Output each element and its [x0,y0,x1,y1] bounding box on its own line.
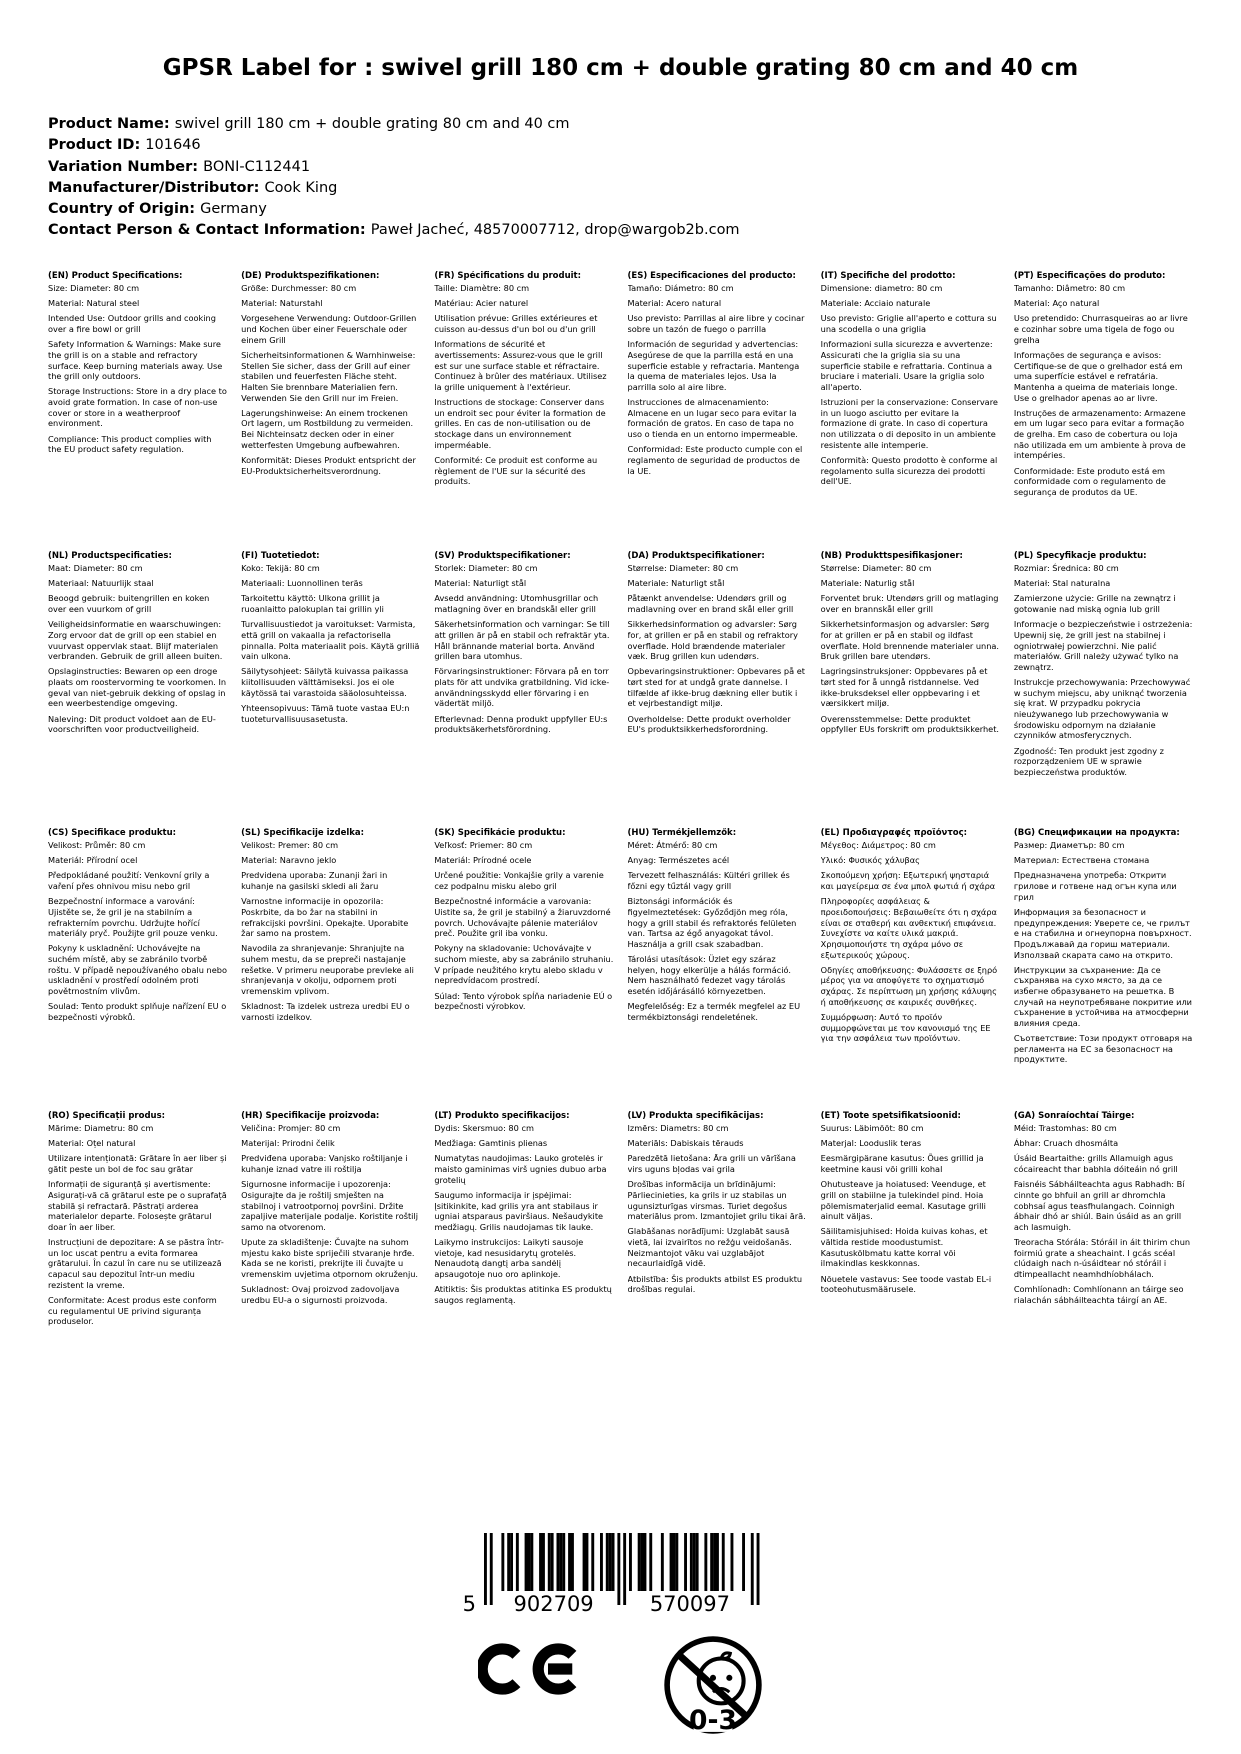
spec-paragraph: Navodila za shranjevanje: Shranjujte na suhem mestu, da se prepreči nastajanje rešetke. V primeru neuporabe prevleke ali shranjevanja v okolju, odpornem proti vremenskim vplivom. [241,943,414,997]
spec-paragraph: Koko: Tekijä: 80 cm [241,563,320,574]
language-block-it [821,271,1000,551]
age-warning-label: 0-3 [688,1704,737,1736]
spec-paragraph: Pokyny k uskladnění: Uchovávejte na suchém místě, aby se zabránilo tvorbě roštu. V případě nepoužívaného obalu nebo uskladnění v prostředí odolném proti povětrnostním vlivům. [48,943,227,997]
language-block-sv [434,551,613,828]
spec-paragraph: Materiaal: Natuurlijk staal [48,578,154,589]
compliance-marks [478,1633,764,1737]
spec-paragraph: Υλικό: Φυσικός χάλυβας [820,855,920,866]
spec-paragraph: Material: Oțel natural [48,1138,136,1149]
spec-paragraph: Informații de siguranță și avertismente: Asigurați-vă că grătarul este pe o suprafață stabilă și refractară. Păstrați arderea materialelor departe. Folosește grătarul doar în aer liber. [48,1179,227,1232]
spec-paragraph: Veličina: Promjer: 80 cm [241,1123,341,1134]
language-block-el [821,828,1000,1111]
spec-paragraph: Atitiktis: Šis produktas atitinka ES produktų saugos reglamentą. [434,1284,612,1305]
spec-paragraph: Tervezett felhasználás: Kültéri grillek és főzni egy tűztál vagy grill [627,870,790,892]
spec-paragraph: Información de seguridad y advertencias: Asegúrese de que la parrilla está en una superficie estable y refractaria. Mantenga la quema de materiales lejos. Usa la parrilla solo al aire libre. [627,339,800,392]
spec-paragraph: Storage Instructions: Store in a dry place to avoid grate formation. In case of non-use cover or store in a weatherproof environment. [48,386,227,429]
spec-paragraph: Материал: Естествена стомана [1013,855,1150,866]
barcode-digit-group: 570097 [649,1592,730,1617]
info-value: 101646 [145,137,201,154]
spec-paragraph: Utilisation prévue: Grilles extérieures et cuisson au-dessus d'un bol ou d'un grill [434,313,598,335]
language-block-heading: (DA) Produktspecifikationer: [627,551,765,562]
language-block-heading: (EL) Προδιαγραφές προϊόντος: [820,828,968,839]
spec-paragraph: Matériau: Acier naturel [434,298,529,309]
spec-paragraph: Instrukcje przechowywania: Przechowywać w suchym miejscu, aby uniknąć tworzenia się krat. W przypadku pokrycia nieużywanego lub przechowywania w środowisku odpornym na działanie czynników atmosferycznych. [1013,677,1191,741]
info-label: Product ID: [48,137,146,154]
language-block-heading: (FI) Tuotetiedot: [241,551,320,562]
language-block-es [628,271,807,551]
spec-paragraph: Istruzioni per la conservazione: Conservare in un luogo asciutto per evitare la formazione di grate. In caso di copertura non utilizzata o di deposito in un ambiente resistente alle intemperie. [820,397,998,450]
language-block-hr [241,1111,420,1411]
spec-paragraph: Intended Use: Outdoor grills and cooking over a fire bowl or grill [48,313,216,335]
spec-paragraph: Material: Naturligt stål [434,578,527,589]
info-value: swivel grill 180 cm + double grating 80 cm and 40 cm [174,116,570,133]
language-block-sl [241,828,420,1111]
spec-paragraph: Uso pretendido: Churrasqueiras ao ar livre e cozinhar sobre uma tigela de fogo ou grelha [1013,313,1188,345]
spec-paragraph: Materiale: Acciaio naturale [820,298,931,309]
spec-paragraph: Biztonsági információk és figyelmeztetések: Győződjön meg róla, hogy a grill stabil és refraktorés felületen van. Tartsa az égő anyagokat távol. Használja a grill csak szabadban. [627,896,797,949]
spec-paragraph: Safety Information & Warnings: Make sure the grill is on a stable and refractory surface. Keep burning materials away. Use the grill only outdoors. [48,339,223,382]
spec-paragraph: Materiāls: Dabiskais tērauds [627,1138,744,1149]
language-block-heading: (PT) Especificações do produto: [1013,271,1166,282]
product-info-row [48,157,1193,178]
spec-paragraph: Utilizare intenționată: Grătare în aer liber și gătit peste un bol de foc sau grătar [48,1153,227,1175]
product-info-row [48,220,1193,241]
spec-paragraph: Size: Diameter: 80 cm [48,283,140,294]
spec-paragraph: Инструкции за съхранение: Да се съхранява на сухо място, за да се избегне образуването на решетка. В случай на неупотребяване покритие или съхранение в устойчива на атмосферни влияния среда. [1013,964,1193,1029]
language-block-heading: (PL) Specyfikacje produktu: [1013,551,1147,562]
language-block-hu [628,828,807,1111]
spec-paragraph: Súlad: Tento výrobok spĺňa nariadenie EÚ o bezpečnosti výrobkov. [434,990,613,1012]
spec-paragraph: Medžiaga: Gamtinis plienas [434,1138,548,1149]
language-block-ga [1014,1111,1193,1411]
spec-paragraph: Atbilstība: Šis produkts atbilst ES produktu drošības regulai. [627,1273,803,1295]
spec-paragraph: Materiale: Naturligt stål [627,578,725,589]
language-block-heading: (GA) Sonraíochtaí Táirge: [1013,1111,1135,1122]
spec-paragraph: Material: Naravno jeklo [241,855,337,866]
info-label: Manufacturer/Distributor: [48,179,265,196]
language-block-sk [434,828,613,1111]
spec-paragraph: Méret: Átmérő: 80 cm [627,840,718,851]
spec-paragraph: Lagerungshinweise: An einem trockenen Ort lagern, um Rostbildung zu vermeiden. Bei Nichteinsatz decken oder in einer wetterfesten Umgebung aufbewahren. [241,407,414,450]
spec-paragraph: Instructions de stockage: Conserver dans un endroit sec pour éviter la formation de grilles. En cas de non-utilisation ou de stockage dans un environnement imperméable. [434,397,606,450]
spec-paragraph: Maat: Diameter: 80 cm [48,563,143,574]
spec-paragraph: Úsáid Beartaithe: grills Allamuigh agus cócaireacht thar babhla dóiteáin nó grill [1013,1153,1178,1175]
spec-paragraph: Säilytysohjeet: Säilytä kuivassa paikassa kiitollisuuden välttämiseksi. Jos ei ole käytössä tai varastoida sääolosuhteissa. [241,666,409,698]
language-block-fi [241,551,420,828]
spec-paragraph: Conformitate: Acest produs este conform cu regulamentul UE privind siguranța produselor. [48,1294,217,1327]
language-block-nb [821,551,1000,828]
spec-paragraph: Предназначена употреба: Открити грилове и готвене над огън купа или грил [1013,870,1177,902]
spec-paragraph: Informacje o bezpieczeństwie i ostrzeżenia: Upewnij się, że grill jest na stabilnej i ogniotrwałej powierzchni. Nie palić materiałów. Grill należy używać tylko na zewnątrz. [1013,619,1193,672]
spec-paragraph: Méid: Trastomhas: 80 cm [1013,1123,1117,1134]
spec-paragraph: Soulad: Tento produkt splňuje nařízení EU o bezpečnosti výrobků. [48,1001,227,1022]
language-specs-grid [48,271,1193,1411]
spec-paragraph: Zgodność: Ten produkt jest zgodny z rozporządzeniem UE w sprawie bezpieczeństwa produktów. [1013,745,1164,777]
spec-paragraph: Mărime: Diametru: 80 cm [48,1123,154,1134]
product-info-row [48,114,1193,135]
language-block-nl [48,551,227,828]
spec-paragraph: Určené použitie: Vonkajšie grily a varenie cez podpalnu misku alebo gril [434,870,604,892]
spec-paragraph: Treoracha Stórála: Stóráil in áit thirim chun foirmiú grate a sheachaint. I gcás scéal clúdaigh nach n-úsáidtear nó stóráil i dtimpeallacht neamhdhíobhálach. [1013,1237,1191,1280]
spec-paragraph: Material: Acero natural [627,298,722,309]
spec-paragraph: Overholdelse: Dette produkt overholder EU's produktsikkerhedsforordning. [627,713,791,735]
spec-paragraph: Veiligheidsinformatie en waarschuwingen: Zorg ervoor dat de grill op een stabiel en vuurvast oppervlak staat. Blijf materialen verbranden. Gebruik de grill alleen buiten. [48,619,223,662]
spec-paragraph: Veľkosť: Priemer: 80 cm [434,840,533,851]
spec-paragraph: Materiál: Prírodné ocele [434,855,532,866]
language-block-heading: (DE) Produktspezifikationen: [241,271,380,282]
language-block-pl [1014,551,1193,828]
spec-paragraph: Bezpečnostní informace a varování: Ujistěte se, že gril je na stabilním a refrakterním povrchu. Udržujte hořící materiály pryč. Použijte gril pouze venku. [48,896,218,939]
product-info-row [48,135,1193,156]
spec-paragraph: Comhlíonadh: Comhlíonann an táirge seo rialachán sábháilteachta táirgí an AE. [1013,1284,1184,1305]
spec-paragraph: Sikkerhedsinformation og advarsler: Sørg for, at grillen er på en stabil og refraktory overflade. Hold brændende materialer væk. Brug grillen kun udendørs. [627,619,798,662]
language-block-heading: (ES) Especificaciones del producto: [627,271,796,282]
spec-paragraph: Instrucțiuni de depozitare: A se păstra într-un loc uscat pentru a evita formarea grătarului. În cazul în care nu se utilizează capacul sau depozitul într-un mediu rezistent la vreme. [48,1237,224,1290]
language-block-ro [48,1111,227,1411]
spec-paragraph: Tarkoitettu käyttö: Ulkona grillit ja ruoanlaitto palokuplan tai grillin yli [241,593,384,615]
spec-paragraph: Lagringsinstruksjoner: Oppbevares på et tørt sted for å unngå ristdannelse. Ved ikke-bruksdeksel eller oppbevaring i et værsikkert miljø. [820,666,988,709]
language-block-heading: (SL) Specifikacije izdelka: [241,828,365,839]
language-block-heading: (SV) Produktspecifikationer: [434,551,571,562]
spec-paragraph: Συμμόρφωση: Αυτό το προϊόν συμμορφώνεται με τον κανονισμό της ΕΕ για την ασφάλεια των προϊόντων. [820,1011,991,1044]
spec-paragraph: Ábhar: Cruach dhosmálta [1013,1138,1119,1149]
spec-paragraph: Storlek: Diameter: 80 cm [434,563,538,574]
language-block-de [241,271,420,551]
info-label: Contact Person & Contact Information: [48,221,371,238]
spec-paragraph: Overensstemmelse: Dette produktet oppfyller EUs forskrift om produktsikkerhet. [820,713,1000,735]
spec-paragraph: Paredzētā lietošana: Āra grili un vārīšana virs uguns bļodas vai grila [627,1153,796,1175]
spec-paragraph: Säkerhetsinformation och varningar: Se till att grillen är på en stabil och refraktär yta. Håll brännande material borta. Använd grillen bara utomhus. [434,619,610,662]
product-info-row [48,199,1193,220]
language-block-et [821,1111,1000,1411]
spec-paragraph: Glabāšanas norādījumi: Uzglabāt sausā vietā, lai izvairītos no režģu veidošanās. Neizmantojot vāku vai uzglabājot necaurlaidīgā vidē. [627,1226,792,1269]
language-block-cs [48,828,227,1111]
spec-paragraph: Opbevaringsinstruktioner: Opbevares på et tørt sted for at undgå grate dannelse. I tilfælde af ikke-brug dækning eller butik i et vejrbestandigt miljø. [627,666,805,709]
spec-paragraph: Förvaringsinstruktioner: Förvara på en torr plats för att undvika gratbildning. Vid icke-användningsskydd eller förvaring i en vädertät miljö. [434,666,610,709]
spec-paragraph: Avsedd användning: Utomhusgrillar och matlagning över en brandskål eller grill [434,593,599,615]
spec-paragraph: Suurus: Läbimõõt: 80 cm [820,1123,924,1134]
spec-paragraph: Taille: Diamètre: 80 cm [434,283,530,294]
spec-paragraph: Materiaali: Luonnollinen teräs [241,578,363,589]
spec-paragraph: Materjal: Looduslik teras [820,1138,922,1149]
product-info-row [48,178,1193,199]
spec-paragraph: Ohutusteave ja hoiatused: Veenduge, et grill on stabiilne ja tulekindel pind. Hoia põlemismaterjalid eemal. Kasutage grilli ainult väljas. [820,1179,986,1222]
spec-paragraph: Konformität: Dieses Produkt entspricht der EU-Produktsicherheitsverordnung. [241,454,416,476]
ce-mark-icon [478,1633,590,1705]
spec-paragraph: Efterlevnad: Denna produkt uppfyller EU:s produktsäkerhetsförordning. [434,713,608,735]
spec-paragraph: Påtænkt anvendelse: Udendørs grill og madlavning over en brand skål eller grill [627,593,794,615]
spec-paragraph: Tamaño: Diámetro: 80 cm [627,283,734,294]
spec-paragraph: Material: Natural steel [48,298,140,309]
spec-paragraph: Material: Aço natural [1013,298,1100,309]
spec-paragraph: Säilitamisjuhised: Hoida kuivas kohas, et vältida restide moodustumist. Kasutuskõlbmatu katte korral või ilmakindlas keskkonnas. [820,1226,988,1269]
age-warning-0-3-icon [662,1633,764,1737]
language-block-da [628,551,807,828]
spec-paragraph: Izmērs: Diametrs: 80 cm [627,1123,729,1134]
spec-paragraph: Sigurnosne informacije i upozorenja: Osigurajte da je roštilj smješten na stabilnoj i vatrootpornoj površini. Držite zapaljive materijale podalje. Koristite roštilj samo na otvorenom. [241,1179,419,1232]
info-label: Product Name: [48,116,175,133]
language-block-heading: (EN) Product Specifications: [48,271,183,282]
spec-paragraph: Størrelse: Diameter: 80 cm [820,563,932,574]
spec-paragraph: Předpokládané použití: Venkovní grily a vaření přes ohnivou misu nebo gril [48,870,210,892]
spec-paragraph: Tárolási utasítások: Üzlet egy száraz helyen, hogy elkerülje a hálás formáció. Nem használható fedezet vagy tárolás esetén időjárásálló környezetben. [627,954,792,997]
spec-paragraph: Conformidade: Este produto está em conformidade com o regulamento de segurança de produtos da UE. [1013,465,1166,497]
spec-paragraph: Eesmärgipärane kasutus: Õues grillid ja keetmine kausi või grilli kohal [820,1153,984,1175]
language-block-heading: (LV) Produkta specifikācijas: [627,1111,764,1122]
info-value: BONI-C112441 [203,158,311,175]
spec-paragraph: Съответствие: Този продукт отговаря на регламента на ЕС за безопасност на продуктите. [1013,1033,1193,1065]
barcode-bars [460,1533,782,1619]
language-block-heading: (CS) Specifikace produktu: [48,828,177,839]
spec-paragraph: Sukladnost: Ovaj proizvod zadovoljava uredbu EU-a o sigurnosti proizvoda. [241,1284,400,1305]
page-title: GPSR Label for : swivel grill 180 cm + double grating 80 cm and 40 cm [162,55,1079,81]
language-block-heading: (ET) Toote spetsifikatsioonid: [820,1111,961,1122]
spec-paragraph: Sikkerhetsinformasjon og advarsler: Sørg for at grillen er på en stabil og ildfast overflate. Hold brennende materialer unna. Bruk grillen bare utendørs. [820,619,1000,662]
spec-paragraph: Pokyny na skladovanie: Uchovávajte v suchom mieste, aby sa zabránilo struhaniu. V prípade neužitého krytu alebo skladu v nepredvídacom prostredí. [434,943,614,986]
spec-paragraph: Οδηγίες αποθήκευσης: Φυλάσσετε σε ξηρό μέρος για να αποφύγετε το σχηματισμό σχάρας. Σε περίπτωση μη χρήσης κάλυψης ή αποθήκευσης σε καιρικές συνθήκες. [820,964,998,1007]
spec-paragraph: Informações de segurança e avisos: Certifique-se de que o grelhador está em uma superfície estável e refratária. Mantenha a queima de materiais longe. Use o grelhador apenas ao ar livre. [1013,349,1183,403]
spec-paragraph: Materiál: Přírodní ocel [48,855,138,866]
spec-paragraph: Nõuetele vastavus: See toode vastab EL-i tooteohutusmäärusele. [820,1273,992,1295]
spec-paragraph: Materiale: Naturlig stål [820,578,915,589]
spec-paragraph: Compliance: This product complies with the EU product safety regulation. [48,433,212,455]
spec-paragraph: Predvidena uporaba: Zunanji žari in kuhanje na gasilski skledi ali žaru [241,870,388,892]
language-block-pt [1014,271,1193,551]
spec-paragraph: Materiał: Stal naturalna [1013,578,1111,589]
spec-paragraph: Conformità: Questo prodotto è conforme al regolamento sulla sicurezza dei prodotti dell'UE. [820,454,998,487]
spec-paragraph: Informations de sécurité et avertissements: Assurez-vous que le grill est sur une surface stable et réfractaire. Continuez à brûler des matériaux. Utilisez la grille uniquement à l'extérieur. [434,339,607,392]
language-block-en [48,271,227,551]
language-block-heading: (HR) Specifikacije proizvoda: [241,1111,380,1122]
footer [0,1533,1241,1737]
spec-paragraph: Dimensione: diametro: 80 cm [820,283,943,294]
info-value: Cook King [264,179,338,196]
spec-paragraph: Predviđena uporaba: Vanjsko roštiljanje i kuhanje iznad vatre ili roštilja [241,1153,408,1175]
spec-paragraph: Размер: Диаметър: 80 cm [1013,840,1125,851]
language-block-lv [628,1111,807,1411]
spec-paragraph: Yhteensopivuus: Tämä tuote vastaa EU:n tuoteturvallisuusasetusta. [241,702,410,724]
spec-paragraph: Velikost: Průměr: 80 cm [48,840,146,851]
language-block-heading: (FR) Spécifications du produit: [434,271,582,282]
spec-paragraph: Dydis: Skersmuo: 80 cm [434,1123,534,1134]
spec-paragraph: Velikost: Premer: 80 cm [241,840,339,851]
spec-paragraph: Opslaginstructies: Bewaren op een droge plaats om roostervorming te voorkomen. In geval van niet-gebruik dekking of opslag in een weerbestendige omgeving. [48,666,227,709]
spec-paragraph: Bezpečnostné informácie a varovania: Uistite sa, že gril je stabilný a žiaruvzdorné povrch. Uchovávajte pálenie materiálov preč. Použite gril iba vonku. [434,896,611,939]
spec-paragraph: Drošības informācija un brīdinājumi: Pārliecinieties, ka grils ir uz stabilas un ugunsizturīgas virsmas. Turiet degošus materiālus prom. Izmantojiet grilu tikai ārā. [627,1179,806,1222]
info-label: Variation Number: [48,158,204,175]
spec-paragraph: Sicherheitsinformationen & Warnhinweise: Stellen Sie sicher, dass der Grill auf einer stabilen und feuerfesten Fläche steht. Halten Sie brennbare Materialien fern. Verwenden Sie den Grill nur im Freien. [241,349,416,403]
barcode [460,1533,782,1623]
spec-paragraph: Μέγεθος: Διάμετρος: 80 cm [820,840,936,851]
spec-paragraph: Uso previsto: Parrillas al aire libre y cocinar sobre un tazón de fuego o parrilla [627,313,805,335]
spec-paragraph: Größe: Durchmesser: 80 cm [241,283,357,294]
spec-paragraph: Tamanho: Diâmetro: 80 cm [1013,283,1126,294]
spec-paragraph: Størrelse: Diameter: 80 cm [627,563,739,574]
spec-paragraph: Informazioni sulla sicurezza e avvertenze: Assicurati che la griglia sia su una superficie stabile e refrattaria. Continua a bruciare i materiali. Usare la griglia solo all'aperto. [820,339,993,392]
language-block-lt [434,1111,613,1411]
spec-paragraph: Beoogd gebruik: buitengrillen en koken over een vuurkom of grill [48,593,210,615]
spec-paragraph: Информация за безопасност и предупреждения: Уверете се, че грилът е на стабилна и огнеупорна повърхност. Продължавай да гориш материали. Използвай скарата само на открито. [1013,906,1192,960]
spec-paragraph: Megfelelőség: Ez a termék megfelel az EU termékbiztonsági rendeletének. [627,1001,801,1022]
spec-paragraph: Skladnost: Ta izdelek ustreza uredbi EU o varnosti izdelkov. [241,1001,410,1022]
spec-paragraph: Rozmiar: Średnica: 80 cm [1013,563,1119,574]
spec-paragraph: Material: Naturstahl [241,298,323,309]
language-block-bg [1014,828,1193,1111]
spec-paragraph: Σκοπούμενη χρήση: Εξωτερική ψησταριά και μαγείρεμα σε ένα μπολ φωτιά ή σχάρα [820,870,996,892]
spec-paragraph: Naleving: Dit product voldoet aan de EU-voorschriften voor productveiligheid. [48,713,216,735]
spec-paragraph: Conformité: Ce produit est conforme au règlement de l'UE sur la sécurité des produits. [434,454,598,487]
barcode-digit-group: 902709 [513,1592,594,1617]
spec-paragraph: Laikymo instrukcijos: Laikyti sausoje vietoje, kad nesusidarytų grotelės. Nenaudotą dangtį arba sandėlį apsaugotoje nuo oro aplinkoje. [434,1237,584,1280]
spec-paragraph: Zamierzone użycie: Grille na zewnątrz i gotowanie nad miską ognia lub grill [1013,593,1176,615]
spec-paragraph: Varnostne informacije in opozorila: Poskrbite, da bo žar na stabilni in refrakcijski površini. Opekajte. Uporabite žar samo na prostem. [241,896,409,939]
spec-paragraph: Instruções de armazenamento: Armazene em um lugar seco para evitar a formação de grelha. Em caso de cobertura ou loja não utilizada em um ambiente à prova de intempéries. [1013,407,1186,461]
spec-paragraph: Πληροφορίες ασφάλειας & προειδοποιήσεις: Βεβαιωθείτε ότι η σχάρα είναι σε σταθερή και ανθεκτική επιφάνεια. Συνεχίστε να καίτε υλικά μακριά. Χρησιμοποιήστε τη σχάρα μόνο σε εξωτερικούς χώρους. [820,896,997,960]
spec-paragraph: Forventet bruk: Utendørs grill og matlaging over en brannskål eller grill [820,593,999,615]
spec-paragraph: Uso previsto: Griglie all'aperto e cottura su una scodella o una griglia [820,313,997,335]
spec-paragraph: Turvallisuustiedot ja varoitukset: Varmista, että grill on vakaalla ja refactorisella pinnalla. Polta materiaalit pois. Käytä grilliä vain ulkona. [241,619,420,662]
language-block-heading: (RO) Specificații produs: [48,1111,166,1122]
spec-paragraph: Materijal: Prirodni čelik [241,1138,335,1149]
language-block-heading: (NL) Productspecificaties: [48,551,172,562]
language-block-heading: (HU) Termékjellemzők: [627,828,737,839]
spec-paragraph: Instrucciones de almacenamiento: Almacene en un lugar seco para evitar la formación de gratos. En caso de tapa no uso o tienda en un entorno impermeable. [627,397,798,440]
language-block-heading: (BG) Спецификации на продукта: [1013,828,1180,839]
language-block-heading: (IT) Specifiche del prodotto: [820,271,956,282]
language-block-heading: (LT) Produkto specifikacijos: [434,1111,570,1122]
info-value: Germany [200,200,267,217]
info-label: Country of Origin: [48,200,201,217]
language-block-heading: (NB) Produkttspesifikasjoner: [820,551,963,562]
spec-paragraph: Saugumo informacija ir įspėjimai: Įsitikinkite, kad grilis yra ant stabilaus ir ugniai atsparaus paviršiaus. Nešaudykite medžiagų. Grilis naudojamas tik lauke. [434,1189,604,1232]
spec-paragraph: Faisnéis Sábháilteachta agus Rabhadh: Bí cinnte go bhfuil an grill ar dhromchla cobhsaí agus teasfhulangach. Coinnigh ábhair dhó ar shiúl. Bain úsáid as an grill ach lasmuigh. [1013,1179,1185,1232]
language-block-fr [434,271,613,551]
spec-paragraph: Vorgesehene Verwendung: Outdoor-Grillen und Kochen über einer Feuerschale oder einem Grill [241,313,417,345]
product-info [48,114,1193,241]
language-block-heading: (SK) Špecifikácie produktu: [434,828,566,839]
spec-paragraph: Anyag: Természetes acél [627,855,730,866]
spec-paragraph: Upute za skladištenje: Čuvajte na suhom mjestu kako biste spriječili stvaranje hrđe. Kada se ne koristi, prekrijte ili čuvajte u vremenskim uvjetima otpornom okruženju. [241,1237,419,1280]
spec-paragraph: Conformidad: Este producto cumple con el reglamento de seguridad de productos de la UE. [627,444,803,476]
spec-paragraph: Numatytas naudojimas: Lauko grotelės ir maisto gaminimas virš ugnies dubuo arba grotelių [434,1153,607,1185]
barcode-digit-group: 5 [462,1592,476,1617]
info-value: Paweł Jacheć, 48570007712, drop@wargob2b.com [370,221,740,238]
